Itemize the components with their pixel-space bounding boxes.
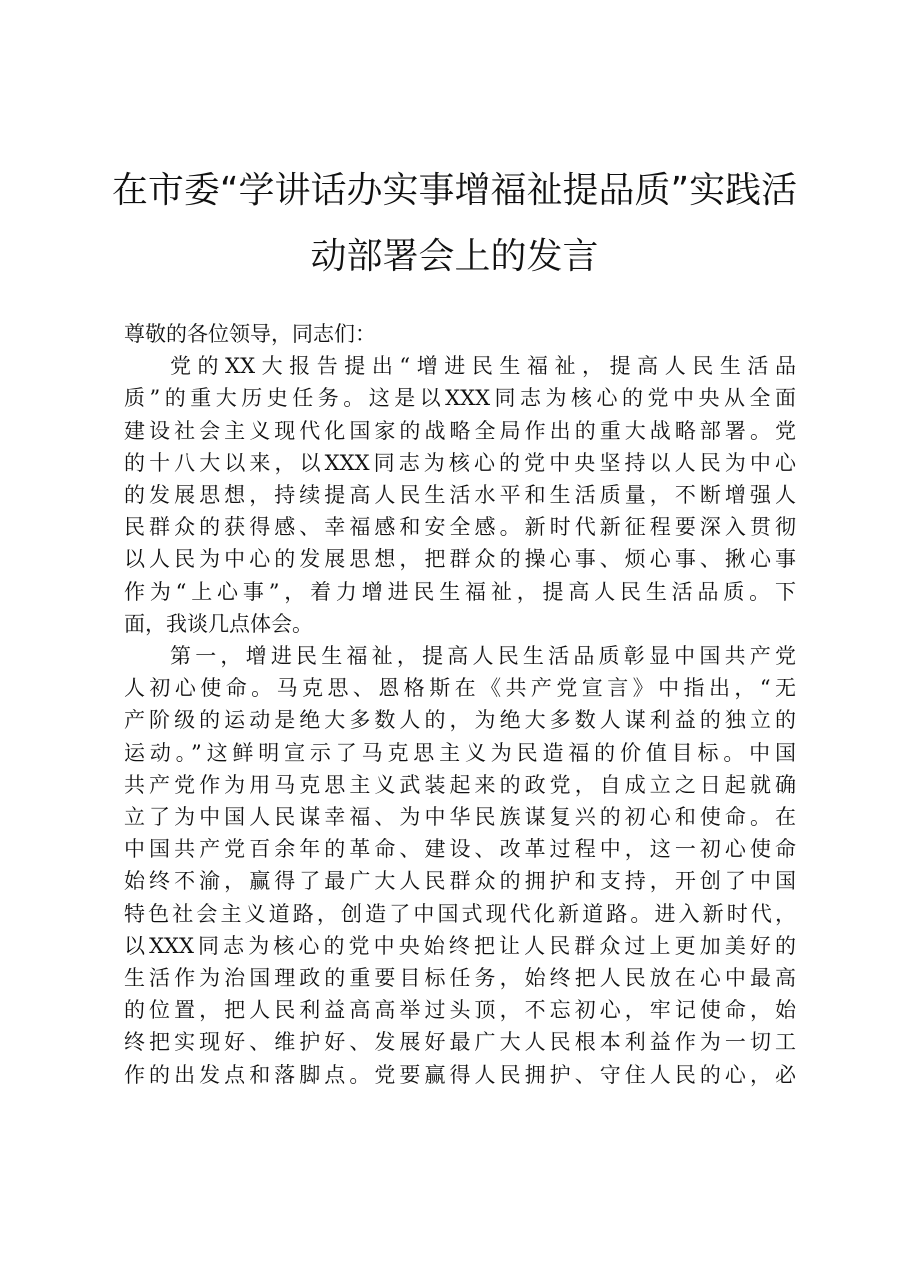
paragraph-line: 民群众的获得感、幸福感和安全感。新时代新征程要深入贯彻 — [124, 515, 796, 540]
paragraph-line: 终把实现好、维护好、发展好最广大人民根本利益作为一切工 — [124, 1030, 796, 1055]
title-line-2: 动部署会上的发言 — [310, 236, 599, 277]
paragraph-line: 产阶级的运动是绝大多数人的，为绝大多数人谋利益的独立的 — [124, 708, 796, 733]
paragraph-line: 生活作为治国理政的重要目标任务，始终把人民放在心中最高 — [124, 966, 796, 991]
paragraph-line: 人初心使命。马克思、恩格斯在《共产党宣言》中指出，“无 — [124, 676, 796, 701]
document-body — [124, 318, 796, 1091]
paragraph-line: 始终不渝，赢得了最广大人民群众的拥护和支持，开创了中国 — [124, 869, 796, 894]
paragraph-line: 的十八大以来，以XXX同志为核心的党中央坚持以人民为中心 — [124, 450, 796, 475]
paragraph-line: 特色社会主义道路，创造了中国式现代化新道路。进入新时代， — [124, 901, 796, 926]
paragraph-line: 第一，增进民生福祉，提高人民生活品质彰显中国共产党 — [170, 644, 796, 669]
paragraph-1 — [124, 350, 796, 640]
salutation: 尊敬的各位领导，同志们： — [124, 322, 376, 346]
document-title — [100, 158, 809, 290]
paragraph-line: 作的出发点和落脚点。党要赢得人民拥护、守住人民的心，必 — [124, 1062, 796, 1087]
paragraph-line: 立了为中国人民谋幸福、为中华民族谋复兴的初心和使命。在 — [124, 805, 796, 830]
paragraph-line: 的发展思想，持续提高人民生活水平和生活质量，不断增强人 — [124, 483, 796, 508]
title-line-1: 在市委“学讲话办实事增福祉提品质”实践活 — [111, 170, 798, 211]
paragraph-line: 建设社会主义现代化国家的战略全局作出的重大战略部署。党 — [124, 418, 796, 443]
paragraph-line: 以人民为中心的发展思想，把群众的操心事、烦心事、揪心事 — [124, 547, 796, 572]
paragraph-line: 质”的重大历史任务。这是以XXX同志为核心的党中央从全面 — [124, 386, 796, 411]
paragraph-line: 面，我谈几点体会。 — [124, 611, 313, 636]
paragraph-line: 中国共产党百余年的革命、建设、改革过程中，这一初心使命 — [124, 837, 796, 862]
paragraph-line: 共产党作为用马克思主义武装起来的政党，自成立之日起就确 — [124, 772, 796, 797]
paragraph-line: 作为“上心事”，着力增进民生福祉，提高人民生活品质。下 — [124, 579, 796, 604]
paragraph-line: 党的XX大报告提出“增进民生福祉，提高人民生活品 — [170, 354, 796, 379]
paragraph-line: 运动。”这鲜明宣示了马克思主义为民造福的价值目标。中国 — [124, 740, 796, 765]
paragraph-2 — [124, 640, 796, 1091]
paragraph-line: 的位置，把人民利益高高举过头顶，不忘初心，牢记使命，始 — [124, 998, 796, 1023]
paragraph-line: 以XXX同志为核心的党中央始终把让人民群众过上更加美好的 — [124, 933, 796, 958]
